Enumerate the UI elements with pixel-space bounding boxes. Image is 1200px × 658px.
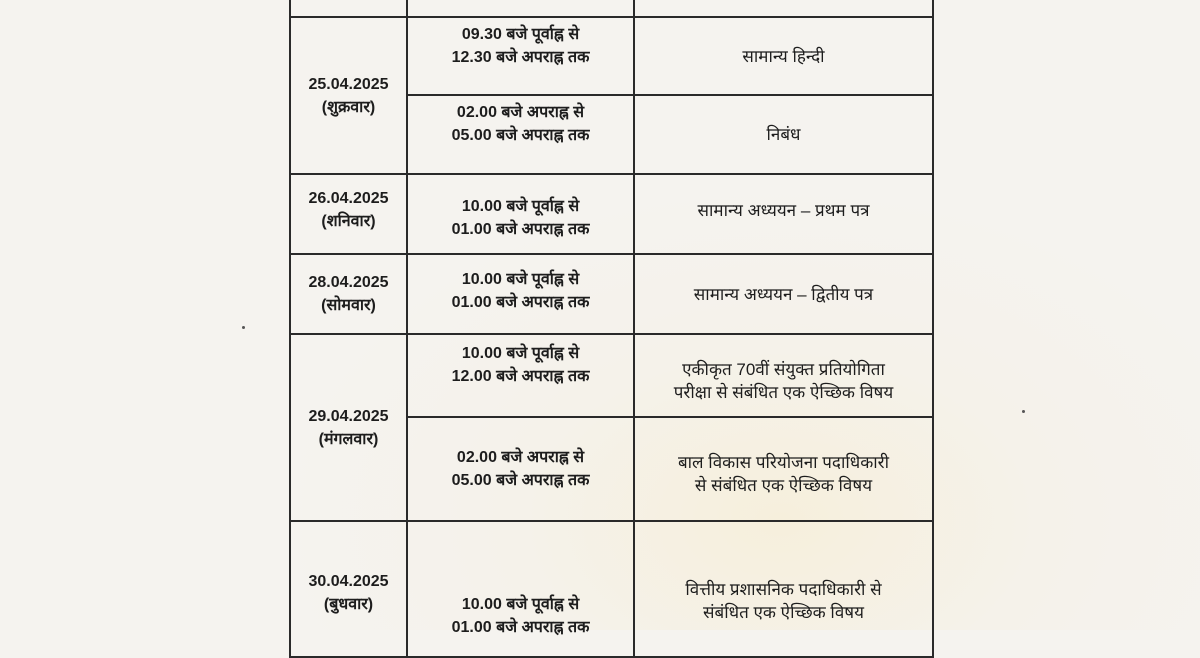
subject: सामान्य अध्ययन – प्रथम पत्र bbox=[697, 200, 870, 220]
exam-day: (बुधवार) bbox=[323, 596, 374, 613]
exam-day: (मंगलवार) bbox=[318, 430, 379, 448]
exam-date: 25.04.2025 bbox=[308, 75, 389, 93]
exam-day: (शनिवार) bbox=[321, 213, 376, 230]
subject-line: एकीकृत 70वीं संयुक्त प्रतियोगिता bbox=[682, 359, 885, 379]
time-cell bbox=[408, 255, 633, 327]
subject: सामान्य हिन्दी bbox=[742, 46, 825, 66]
time-cell bbox=[408, 418, 633, 520]
subject-line: से संबंधित एक ऐच्छिक विषय bbox=[694, 476, 873, 495]
subject: सामान्य अध्ययन – द्वितीय पत्र bbox=[693, 284, 874, 304]
subject-line: संबंधित एक ऐच्छिक विषय bbox=[703, 603, 864, 622]
exam-date: 26.04.2025 bbox=[308, 190, 389, 207]
speck bbox=[1022, 410, 1025, 413]
start-time: 02.00 बजे अपराह्न से bbox=[456, 104, 585, 121]
end-time: 05.00 बजे अपराह्न तक bbox=[451, 472, 590, 489]
start-time: 10.00 बजे पूर्वाह्न से bbox=[461, 198, 580, 215]
start-time: 02.00 बजे अपराह्न से bbox=[456, 449, 585, 466]
exam-date: 29.04.2025 bbox=[308, 407, 389, 425]
subject-cell bbox=[635, 18, 932, 94]
time-cell bbox=[408, 335, 633, 395]
subject-cell bbox=[635, 255, 932, 333]
start-time: 10.00 बजे पूर्वाह्न से bbox=[461, 345, 580, 362]
subject-cell bbox=[635, 345, 932, 416]
time-cell bbox=[408, 18, 633, 74]
end-time: 05.00 बजे अपराह्न तक bbox=[451, 127, 590, 144]
end-time: 01.00 बजे अपराह्न तक bbox=[451, 221, 590, 238]
date-cell bbox=[291, 175, 406, 245]
subject-line: वित्तीय प्रशासनिक पदाधिकारी से bbox=[685, 580, 882, 599]
date-cell bbox=[291, 558, 406, 628]
speck bbox=[242, 326, 245, 329]
subject-cell bbox=[635, 566, 932, 636]
exam-date: 30.04.2025 bbox=[308, 573, 389, 590]
subject-cell bbox=[635, 423, 932, 525]
end-time: 12.30 बजे अपराह्न तक bbox=[451, 49, 590, 66]
date-cell bbox=[291, 335, 406, 520]
start-time: 10.00 बजे पूर्वाह्न से bbox=[461, 596, 580, 613]
subject-line: बाल विकास परियोजना पदाधिकारी bbox=[677, 453, 890, 472]
subject-cell bbox=[635, 175, 932, 245]
date-cell bbox=[291, 18, 406, 173]
exam-date: 28.04.2025 bbox=[308, 274, 389, 291]
time-cell bbox=[408, 183, 633, 253]
date-cell bbox=[291, 255, 406, 333]
time-cell bbox=[408, 96, 633, 152]
subject: निबंध bbox=[766, 125, 801, 144]
exam-day: (शुक्रवार) bbox=[321, 98, 376, 116]
end-time: 01.00 बजे अपराह्न तक bbox=[451, 294, 590, 311]
time-cell bbox=[408, 581, 633, 651]
start-time: 09.30 बजे पूर्वाह्न से bbox=[461, 26, 580, 43]
subject-line: परीक्षा से संबंधित एक ऐच्छिक विषय bbox=[673, 382, 894, 402]
start-time: 10.00 बजे पूर्वाह्न से bbox=[461, 271, 580, 288]
exam-day: (सोमवार) bbox=[321, 297, 376, 314]
end-time: 12.00 बजे अपराह्न तक bbox=[451, 368, 590, 385]
exam-schedule-table bbox=[289, 0, 934, 658]
end-time: 01.00 बजे अपराह्न तक bbox=[451, 619, 590, 636]
subject-cell bbox=[635, 96, 932, 173]
